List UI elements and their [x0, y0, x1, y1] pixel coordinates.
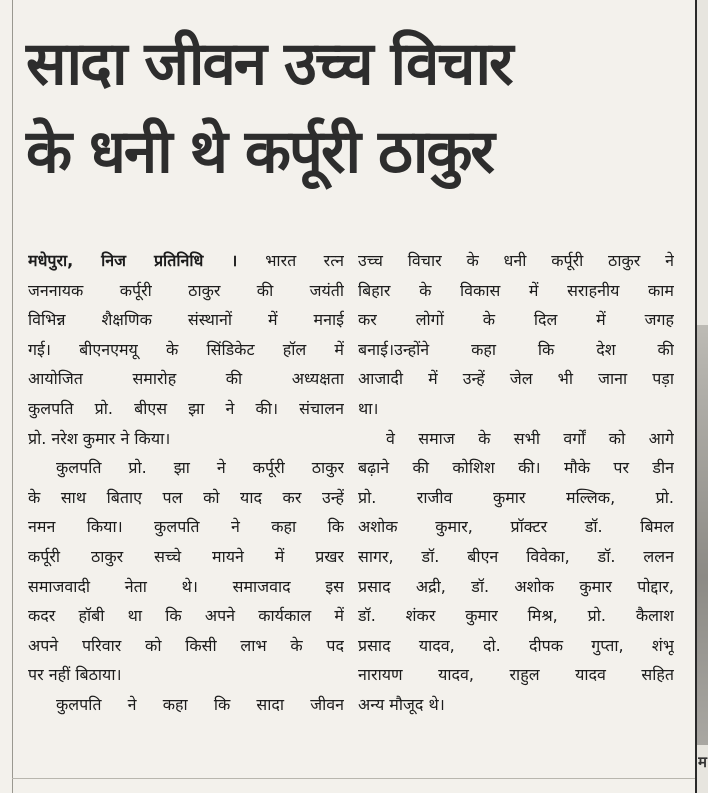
article-line: के साथ बिताए पल को याद कर उन्हें	[28, 487, 344, 507]
article-line: बिहार के विकास में सराहनीय काम	[358, 280, 674, 300]
article-line: आयोजित समारोह की अध्यक्षता	[28, 369, 344, 389]
article-line: प्रो. राजीव कुमार मल्लिक, प्रो.	[358, 487, 674, 507]
article-line: आजादी में उन्हें जेल भी जाना पड़ा	[358, 369, 674, 389]
article-line	[28, 246, 344, 276]
article-line: कर्पूरी ठाकुर सच्चे मायने में प्रखर	[28, 546, 344, 566]
article-line: विभिन्न शैक्षणिक संस्थानों में मनाई	[28, 310, 344, 330]
article-line: डॉ. शंकर कुमार मिश्र, प्रो. कैलाश	[358, 606, 674, 626]
adjacent-photo-fragment	[697, 325, 708, 745]
article-line: कदर हॉबी था कि अपने कार्यकाल में	[28, 606, 344, 626]
headline-line-2: के धनी थे कर्पूरी ठाकुर	[26, 117, 493, 187]
column-divider-rule	[695, 0, 697, 793]
dateline: मधेपुरा, निज प्रतिनिधि ।	[28, 251, 266, 270]
article-line: प्रसाद अद्री, डॉ. अशोक कुमार पोद्दार,	[358, 576, 674, 596]
headline	[26, 20, 691, 196]
article-line: कुलपति ने कहा कि सादा जीवन	[56, 694, 344, 714]
article-line: उच्च विचार के धनी कर्पूरी ठाकुर ने	[358, 251, 674, 270]
article-line: कुलपति प्रो. बीएस झा ने की। संचालन	[28, 398, 344, 418]
page-left-rule	[12, 0, 13, 793]
article-line: समाजवादी नेता थे। समाजवाद इस	[28, 576, 344, 596]
article-line: था।	[358, 398, 379, 418]
article-line: गई। बीएनएमयू के सिंडिकेट हॉल में	[28, 339, 344, 359]
bottom-rule	[12, 778, 695, 779]
article-line: प्रसाद यादव, दो. दीपक गुप्ता, शंभू	[358, 635, 674, 655]
article-line: प्रो. नरेश कुमार ने किया।	[28, 428, 171, 448]
article-line: जननायक कर्पूरी ठाकुर की जयंती	[28, 280, 344, 300]
article-line: नारायण यादव, राहुल यादव सहित	[358, 665, 674, 685]
article-column-right	[358, 246, 674, 720]
article-line: नमन किया। कुलपति ने कहा कि	[28, 517, 344, 537]
article-line: अपने परिवार को किसी लाभ के पद	[28, 635, 344, 655]
article-line: वे समाज के सभी वर्गों को आगे	[386, 428, 674, 448]
article-line: बढ़ाने की कोशिश की। मौके पर डीन	[358, 458, 674, 478]
article-line: सागर, डॉ. बीएन विवेका, डॉ. ललन	[358, 546, 674, 566]
article-line: पर नहीं बिठाया।	[28, 665, 122, 685]
article-line-text: भारत रत्न	[265, 251, 344, 270]
article-line: अन्य मौजूद थे।	[358, 694, 445, 714]
article-line: कुलपति प्रो. झा ने कर्पूरी ठाकुर	[56, 458, 344, 478]
article-line: अशोक कुमार, प्रॉक्टर डॉ. बिमल	[358, 517, 674, 537]
article-line: कर लोगों के दिल में जगह	[358, 310, 674, 330]
adjacent-text-fragment: म	[698, 753, 707, 771]
headline-line-1: सादा जीवन उच्च विचार	[26, 29, 512, 99]
article-line: बनाई।उन्होंने कहा कि देश की	[358, 339, 674, 359]
article-column-left	[28, 246, 344, 720]
